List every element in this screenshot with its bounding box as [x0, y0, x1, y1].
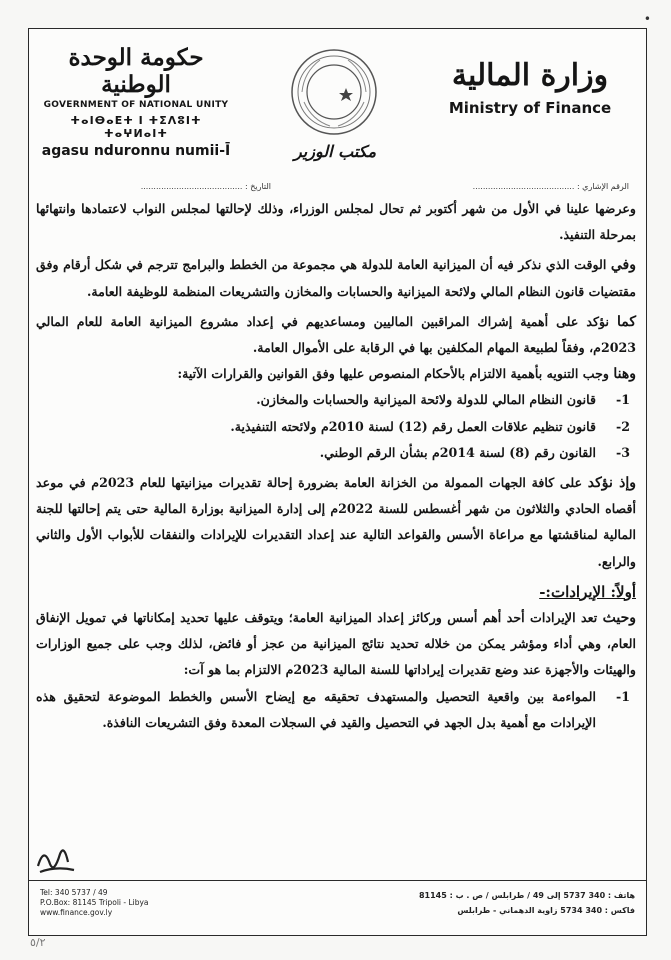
revenue-item-text: المواءمة بين واقعية التحصيل والمستهدف تحقيقه مع إيضاح الأسس والخطط الموضوعة لتحقيق هذه الإيرادات مع أهمية بدل الجهد في التحصيل والقيد في السجلات المعدة وفق التشريعات النافذة. [36, 688, 596, 730]
law-item-number: 1- [616, 392, 630, 408]
revenue-item [36, 684, 636, 736]
state-emblem-icon [290, 48, 378, 136]
paragraph-5 [36, 470, 636, 575]
footer-website: www.finance.gov.ly [40, 908, 113, 917]
paragraph-1: وعرضها علينا في الأول من شهر أكتوبر ثم تحال لمجلس الوزراء، وذلك لإحالتها لمجلس النواب لاعتمادها وانتهائها بمرحلة التنفيذ. [36, 201, 636, 243]
government-english-title: GOVERNMENT OF NATIONAL UNITY [43, 100, 229, 110]
government-arabic-title: حكومة الوحدة الوطنية [68, 44, 204, 98]
minister-office-stamp: مكتب الوزير [293, 142, 377, 161]
law-item-number: 3- [616, 444, 630, 460]
reference-number-field: الرقم الإشاري : ........................................ [472, 182, 629, 191]
paragraph-2-keyword: وفي [610, 257, 636, 274]
ministry-header [430, 58, 630, 117]
paragraph-5-keyword: وإذ نؤكد [587, 475, 636, 492]
paragraph-6-keyword: وحيث [602, 610, 636, 627]
law-item [36, 440, 636, 466]
paragraph-5-text: على كافة الجهات الممولة من الخزانة العامة بضرورة إحالة تقديرات ميزانيتها للعام 2023م في موعد أقصاه الحادي والثلاثون من شهر أغسطس للسنة 2022م إلى إدارة الميزانية بوزارة المالية حتى يتم إحالتها للجنة المالية لمناقشتها مع مراعاة الأسس والقواعد التالية عند إعداد التقديرات للإيرادات والنفقات للأبواب الأول والثاني والرابع. [36, 475, 636, 569]
revenue-item-number: 1- [616, 688, 630, 704]
letter-footer [28, 880, 647, 935]
handwritten-initials-icon [30, 836, 80, 880]
government-tifinagh-title: ⵜⴰⵏⴱⴰⴹⵜ ⵏ ⵜⵉⴷⵓⵏⵜ ⵜⴰⵖⵍⴰⵏⵜ [70, 114, 202, 140]
paragraph-4-text: وجب التنويه بأهمية الالتزام بالأحكام المنصوص عليها وفق القوانين والقرارات الآتية: [177, 366, 614, 382]
paragraph-6 [36, 605, 636, 684]
government-header [36, 44, 236, 159]
footer-phone-arabic: هاتف : 340 5737 إلى 49 / طرابلس / ص . ب : 81145 [418, 891, 635, 900]
paragraph-6-text: تعد الإيرادات أحد أهم أسس وركائز إعداد الميزانية العامة؛ ويتوقف عليها تحديد إمكاناتها في تمويل الإنفاق العام، وهي أداء ومؤشر يمكن من خلاله تحديد نتائج الميزانية من عجز أو فائض، لذلك وجب على جميع الوزارات والهيئات والأجهزة عند وضع تقديرات إيراداتها للسنة المالية 2023م الالتزام بما هو آت: [36, 610, 636, 678]
footer-fax-arabic: فاكس : 340 5734 زاوية الدهماني - طرابلس [457, 906, 635, 915]
ministry-arabic-title: وزارة المالية [451, 58, 609, 93]
ministry-english-title: Ministry of Finance [448, 99, 612, 117]
law-item-text: قانون تنظيم علاقات العمل رقم (12) لسنة 2010م ولائحته التنفيذية. [230, 418, 596, 434]
footer-tel: Tel: 340 5737 / 49 [40, 888, 108, 897]
footer-english-contact [40, 888, 149, 918]
page-number: ٥/٢ [30, 936, 46, 949]
paragraph-4-keyword: وهنا [613, 366, 636, 383]
date-label: التاريخ : [244, 182, 271, 191]
section-title-revenues: أولاً: الإيرادات:- [539, 582, 636, 601]
footer-arabic-contact [419, 888, 635, 918]
paragraph-2-text: الوقت الذي نذكر فيه أن الميزانية العامة للدولة هي مجموعة من الخطط والبرامج تترجم في شكل أرقام وفق مقتضيات قانون النظام المالي ولائحة الميزانية والحسابات والمخازن والتشريعات المنظمة للوظيفة العامة. [36, 257, 636, 299]
paragraph-2 [36, 252, 636, 304]
paragraph-3-text: نؤكد على أهمية إشراك المراقبين الماليين ومساعديهم في إعداد مشروع الميزانية العامة للعام المالي 2023م، وفقاً لطبيعة المهام المكلفين بها في الرقابة على الأموال العامة. [36, 313, 636, 356]
corner-mark: • [643, 12, 651, 26]
law-item-text: القانون رقم (8) لسنة 2014م بشأن الرقم الوطني. [319, 444, 596, 460]
law-item [36, 414, 636, 440]
footer-pobox: P.O.Box: 81145 Tripoli - Libya [40, 898, 149, 907]
law-item [36, 387, 636, 413]
law-item-number: 2- [616, 418, 630, 434]
government-amazigh-title: agasu nduronnu numii-Ī [41, 143, 231, 159]
letter-body [36, 196, 636, 736]
date-field: التاريخ : ........................................ [140, 182, 271, 191]
paragraph-3 [36, 309, 636, 361]
paragraph-4 [36, 361, 636, 387]
paragraph-3-keyword: كما [616, 313, 636, 330]
law-item-text: قانون النظام المالي للدولة ولائحة الميزانية والحسابات والمخازن. [256, 392, 596, 408]
reference-number-label: الرقم الإشاري : [576, 182, 629, 191]
